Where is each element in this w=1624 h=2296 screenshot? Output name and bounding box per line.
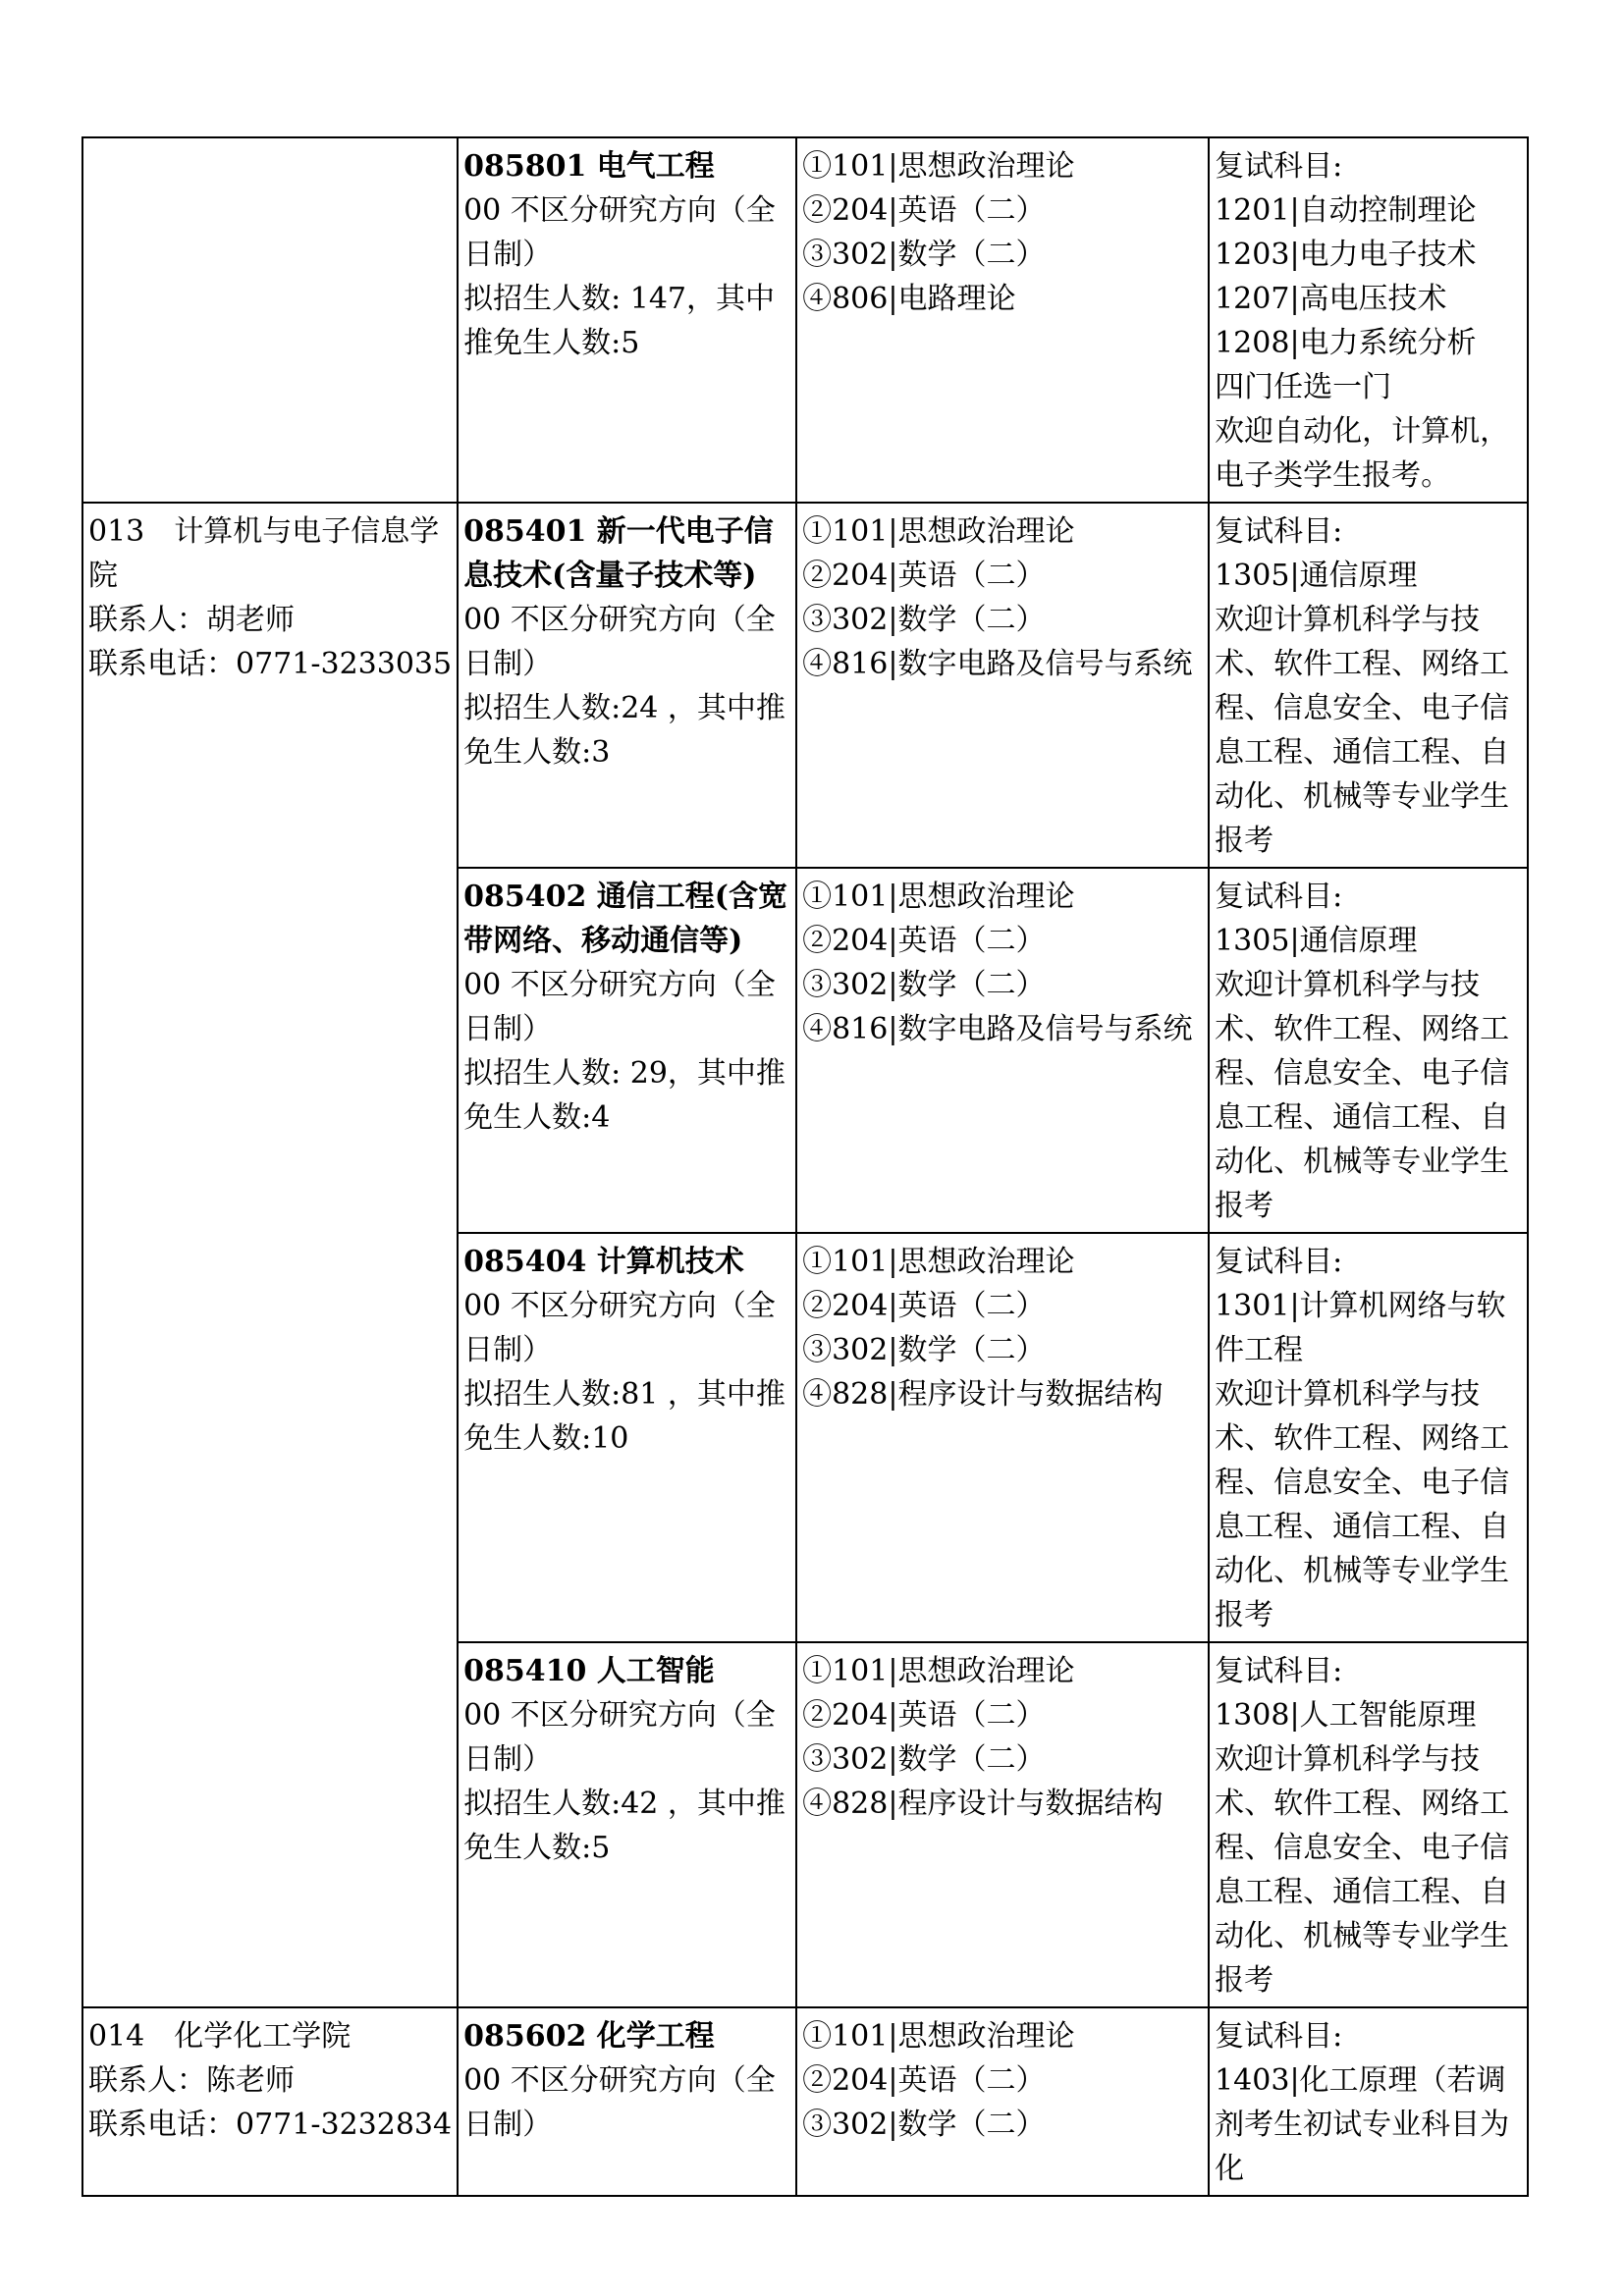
exam-subject: ④806|电路理论	[802, 282, 1016, 316]
retest-subject: 1203|电力电子技术	[1215, 238, 1477, 272]
college-cell	[82, 2007, 458, 2196]
college-name: 014 化学化工学院	[88, 2019, 352, 2054]
retest-note: 四门任选一门	[1215, 370, 1392, 404]
major-cell	[458, 137, 796, 503]
enrollment-quota: 拟招生人数: 29，其中推免生人数:4	[463, 1056, 785, 1135]
retest-note: 欢迎计算机科学与技术、软件工程、网络工程、信息安全、电子信息工程、通信工程、自动化、机械等专业学生报考	[1215, 1377, 1510, 1632]
major-cell	[458, 868, 796, 1233]
exam-subject: ②204|英语（二）	[802, 2063, 1046, 2098]
exam-subject: ①101|思想政治理论	[802, 1654, 1075, 1688]
exam-subject: ④828|程序设计与数据结构	[802, 1787, 1164, 1821]
research-direction: 00 不区分研究方向（全日制）	[463, 968, 776, 1046]
exam-subject: ①101|思想政治理论	[802, 514, 1075, 549]
retest-note: 欢迎自动化，计算机，电子类学生报考。	[1215, 414, 1510, 493]
college-cell-empty	[82, 137, 458, 503]
retest-note: 欢迎计算机科学与技术、软件工程、网络工程、信息安全、电子信息工程、通信工程、自动化、机械等专业学生报考	[1215, 1742, 1510, 1998]
research-direction: 00 不区分研究方向（全日制）	[463, 1698, 776, 1777]
enrollment-quota: 拟招生人数: 147，其中推免生人数:5	[463, 282, 775, 360]
college-cell	[82, 503, 458, 2007]
retest-subject: 1301|计算机网络与软件工程	[1215, 1289, 1506, 1367]
major-title: 085401 新一代电子信息技术(含量子技术等)	[463, 514, 774, 593]
exam-subject: ③302|数学（二）	[802, 968, 1046, 1002]
exam-subject: ②204|英语（二）	[802, 924, 1046, 958]
exam-subject: ②204|英语（二）	[802, 559, 1046, 593]
table-row	[82, 2007, 1528, 2196]
exam-subjects-cell	[796, 2007, 1209, 2196]
major-cell	[458, 1233, 796, 1642]
retest-heading: 复试科目:	[1215, 2019, 1343, 2054]
exam-subject: ③302|数学（二）	[802, 2108, 1046, 2142]
exam-subject: ③302|数学（二）	[802, 1742, 1046, 1777]
exam-subject: ③302|数学（二）	[802, 1333, 1046, 1367]
retest-cell	[1209, 2007, 1528, 2196]
retest-subject: 1308|人工智能原理	[1215, 1698, 1477, 1733]
retest-subject: 1403|化工原理（若调剂考生初试专业科目为化	[1215, 2063, 1510, 2186]
retest-heading: 复试科目:	[1215, 880, 1343, 914]
research-direction: 00 不区分研究方向（全日制）	[463, 193, 776, 272]
college-contact: 联系人：胡老师	[88, 603, 295, 637]
college-phone: 联系电话：0771-3232834	[88, 2108, 453, 2142]
major-title: 085404 计算机技术	[463, 1245, 744, 1279]
retest-subject: 1207|高电压技术	[1215, 282, 1447, 316]
retest-heading: 复试科目:	[1215, 149, 1343, 184]
college-contact: 联系人：陈老师	[88, 2063, 295, 2098]
major-title: 085402 通信工程(含宽带网络、移动通信等)	[463, 880, 787, 958]
admissions-table	[81, 136, 1529, 2197]
research-direction: 00 不区分研究方向（全日制）	[463, 1289, 776, 1367]
enrollment-quota: 拟招生人数:81 ，其中推免生人数:10	[463, 1377, 785, 1456]
major-title: 085410 人工智能	[463, 1654, 715, 1688]
exam-subject: ②204|英语（二）	[802, 1289, 1046, 1323]
retest-heading: 复试科目:	[1215, 1245, 1343, 1279]
exam-subject: ①101|思想政治理论	[802, 880, 1075, 914]
exam-subject: ②204|英语（二）	[802, 1698, 1046, 1733]
retest-heading: 复试科目:	[1215, 514, 1343, 549]
retest-note: 欢迎计算机科学与技术、软件工程、网络工程、信息安全、电子信息工程、通信工程、自动化、机械等专业学生报考	[1215, 603, 1510, 858]
retest-note: 欢迎计算机科学与技术、软件工程、网络工程、信息安全、电子信息工程、通信工程、自动化、机械等专业学生报考	[1215, 968, 1510, 1223]
retest-heading: 复试科目:	[1215, 1654, 1343, 1688]
exam-subjects-cell	[796, 503, 1209, 868]
exam-subject: ①101|思想政治理论	[802, 2019, 1075, 2054]
table-row	[82, 503, 1528, 868]
major-cell	[458, 1642, 796, 2007]
retest-subject: 1201|自动控制理论	[1215, 193, 1477, 228]
major-title: 085801 电气工程	[463, 149, 715, 184]
exam-subject: ①101|思想政治理论	[802, 149, 1075, 184]
major-cell	[458, 503, 796, 868]
major-cell	[458, 2007, 796, 2196]
exam-subject: ②204|英语（二）	[802, 193, 1046, 228]
exam-subjects-cell	[796, 1233, 1209, 1642]
exam-subjects-cell	[796, 1642, 1209, 2007]
college-name: 013 计算机与电子信息学院	[88, 514, 440, 593]
retest-cell	[1209, 1642, 1528, 2007]
retest-cell	[1209, 1233, 1528, 1642]
retest-subject: 1305|通信原理	[1215, 924, 1418, 958]
research-direction: 00 不区分研究方向（全日制）	[463, 603, 776, 681]
exam-subject: ④816|数字电路及信号与系统	[802, 647, 1193, 681]
table-row	[82, 137, 1528, 503]
exam-subjects-cell	[796, 868, 1209, 1233]
retest-cell	[1209, 137, 1528, 503]
retest-cell	[1209, 868, 1528, 1233]
enrollment-quota: 拟招生人数:42 ，其中推免生人数:5	[463, 1787, 785, 1865]
major-title: 085602 化学工程	[463, 2019, 715, 2054]
retest-subject: 1305|通信原理	[1215, 559, 1418, 593]
retest-subject: 1208|电力系统分析	[1215, 326, 1477, 360]
exam-subjects-cell	[796, 137, 1209, 503]
retest-cell	[1209, 503, 1528, 868]
exam-subject: ④828|程序设计与数据结构	[802, 1377, 1164, 1412]
enrollment-quota: 拟招生人数:24 ，其中推免生人数:3	[463, 691, 785, 770]
exam-subject: ③302|数学（二）	[802, 238, 1046, 272]
exam-subject: ③302|数学（二）	[802, 603, 1046, 637]
exam-subject: ①101|思想政治理论	[802, 1245, 1075, 1279]
research-direction: 00 不区分研究方向（全日制）	[463, 2063, 776, 2142]
college-phone: 联系电话：0771-3233035	[88, 647, 453, 681]
exam-subject: ④816|数字电路及信号与系统	[802, 1012, 1193, 1046]
